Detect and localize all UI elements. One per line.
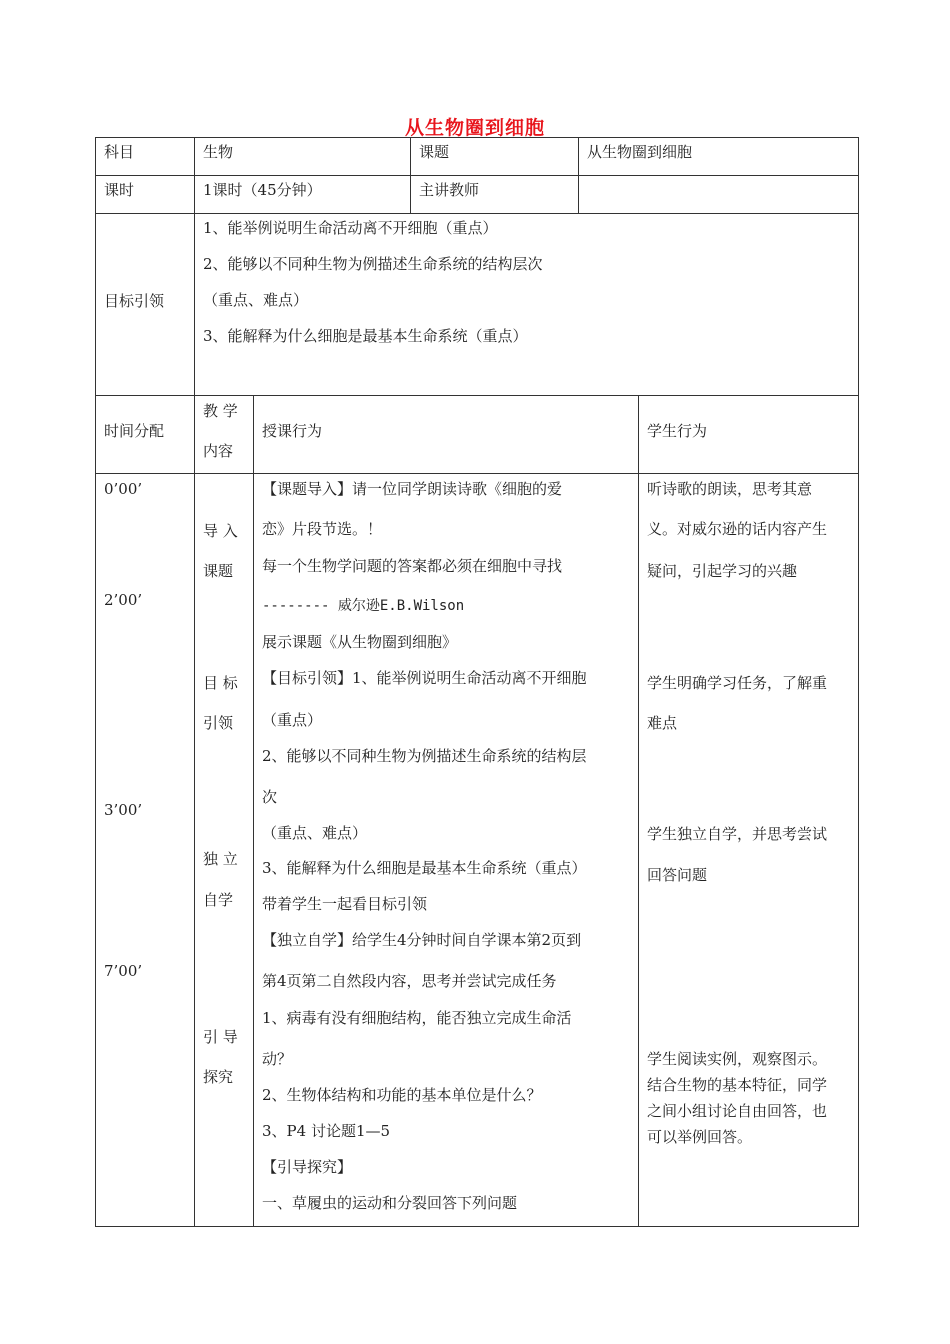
time-mark: 7’00’ (104, 962, 143, 980)
period-label: 课时 (104, 181, 135, 199)
teaching-line: 【引导探究】 (262, 1158, 353, 1176)
teaching-line: 2、能够以不同种生物为例描述生命系统的结构层 (262, 747, 587, 765)
teaching-line: -------- 威尔逊E.B.Wilson (262, 598, 465, 614)
teaching-line: 恋》片段节选。！ (262, 520, 383, 538)
student-line: 回答问题 (647, 866, 708, 884)
header-content-line1: 教 学 (203, 402, 238, 420)
teaching-line: （重点） (262, 711, 323, 729)
teaching-line: 【独立自学】给学生4分钟时间自学课本第2页到 (262, 931, 582, 949)
period-value: 1课时（45分钟） (203, 181, 322, 199)
goal-line: 1、能举例说明生命活动离不开细胞（重点） (203, 219, 498, 237)
teaching-line: 次 (262, 788, 278, 806)
teaching-line: 动？ (262, 1050, 293, 1068)
header-student: 学生行为 (647, 422, 708, 440)
student-line: 难点 (647, 714, 678, 732)
content-item: 引 导 (203, 1028, 238, 1046)
body-teaching-cell (253, 473, 639, 1227)
teaching-line: 【目标引领】1、能举例说明生命活动离不开细胞 (262, 669, 587, 687)
student-line: 听诗歌的朗读，思考其意 (647, 480, 813, 498)
teaching-line: （重点、难点） (262, 824, 368, 842)
header-time: 时间分配 (104, 422, 165, 440)
body-time-cell (95, 473, 195, 1227)
teaching-line: 3、P4 讨论题1—5 (262, 1122, 391, 1140)
row2-teacher-value-cell (578, 175, 859, 214)
teaching-line: 一、草履虫的运动和分裂回答下列问题 (262, 1194, 518, 1212)
header-content-line2: 内容 (203, 442, 234, 460)
teaching-line: 每一个生物学问题的答案都必须在细胞中寻找 (262, 557, 563, 575)
content-item: 导 入 (203, 522, 238, 540)
content-item: 课题 (203, 562, 234, 580)
time-mark: 0’00’ (104, 480, 143, 498)
content-item: 自学 (203, 891, 234, 909)
content-item: 独 立 (203, 850, 238, 868)
goal-line: 2、能够以不同种生物为例描述生命系统的结构层次 (203, 255, 543, 273)
time-mark: 2’00’ (104, 591, 143, 609)
goals-label: 目标引领 (104, 292, 165, 310)
teaching-line: 第4页第二自然段内容，思考并尝试完成任务 (262, 972, 557, 990)
teaching-line: 2、生物体结构和功能的基本单位是什么？ (262, 1086, 542, 1104)
topic-label: 课题 (419, 143, 450, 161)
teaching-line: 【课题导入】请一位同学朗读诗歌《细胞的爱 (262, 480, 563, 498)
teaching-line: 带着学生一起看目标引领 (262, 895, 428, 913)
teaching-line: 1、病毒有没有细胞结构，能否独立完成生命活 (262, 1009, 572, 1027)
goal-line: （重点、难点） (203, 291, 309, 309)
time-mark: 3’00’ (104, 801, 143, 819)
student-line: 之间小组讨论自由回答，也 (647, 1102, 828, 1120)
student-line: 义。对威尔逊的话内容产生 (647, 520, 828, 538)
content-item: 探究 (203, 1068, 234, 1086)
header-teaching: 授课行为 (262, 422, 323, 440)
student-line: 疑问，引起学习的兴趣 (647, 562, 798, 580)
student-line: 学生独立自学，并思考尝试 (647, 825, 828, 843)
teacher-label: 主讲教师 (419, 181, 480, 199)
teaching-line: 展示课题《从生物圈到细胞》 (262, 633, 458, 651)
content-item: 目 标 (203, 674, 238, 692)
student-line: 学生明确学习任务，了解重 (647, 674, 828, 692)
content-item: 引领 (203, 714, 234, 732)
teaching-line: 3、能解释为什么细胞是最基本生命系统（重点） (262, 859, 587, 877)
page-title: 从生物圈到细胞 (404, 117, 545, 139)
subject-value: 生物 (203, 143, 234, 161)
student-line: 可以举例回答。 (647, 1128, 753, 1146)
student-line: 结合生物的基本特征，同学 (647, 1076, 828, 1094)
topic-value: 从生物圈到细胞 (587, 143, 693, 161)
subject-label: 科目 (104, 143, 135, 161)
goal-line: 3、能解释为什么细胞是最基本生命系统（重点） (203, 327, 528, 345)
student-line: 学生阅读实例，观察图示。 (647, 1050, 828, 1068)
